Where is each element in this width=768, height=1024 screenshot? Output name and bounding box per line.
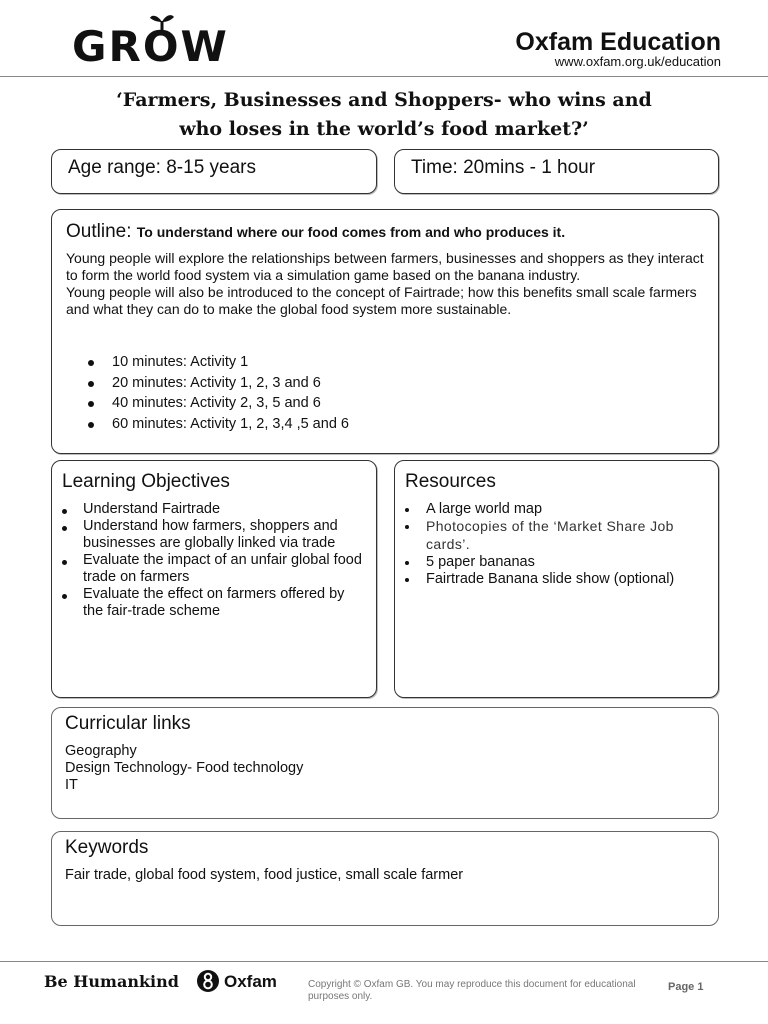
- objective-text: Evaluate the impact of an unfair global food trade on farmers: [83, 552, 362, 585]
- title-line-1: ‘Farmers, Businesses and Shoppers- who wins and: [116, 89, 652, 111]
- bullet-icon: [88, 401, 94, 407]
- resources-box: [394, 460, 719, 698]
- outline-box: [51, 209, 719, 454]
- timing-text: 20 minutes: Activity 1, 2, 3 and 6: [112, 374, 321, 391]
- list-item: [403, 518, 708, 554]
- bullet-icon: [405, 561, 409, 565]
- bullet-icon: [405, 578, 409, 582]
- org-name: Oxfam Education: [515, 28, 721, 56]
- outline-paragraph-1: Young people will explore the relationships between farmers, businesses and shoppers as they interact to form the world food system via a simulation game based on the banana industry.: [66, 250, 704, 283]
- bullet-icon: [88, 422, 94, 428]
- resource-text: A large world map: [426, 501, 543, 517]
- list-item: [88, 416, 349, 437]
- bullet-icon: [88, 360, 94, 366]
- keywords-heading: Keywords: [65, 837, 149, 858]
- resource-text: 5 paper bananas: [426, 554, 535, 570]
- copyright-notice: Copyright © Oxfam GB. You may reproduce this document for educational purposes only.: [308, 979, 636, 1002]
- outline-description: [66, 250, 706, 318]
- bullet-icon: [405, 525, 409, 529]
- sprout-icon: [148, 12, 176, 32]
- list-item: [60, 501, 365, 518]
- tagline: Be Humankind: [44, 972, 179, 991]
- keywords-box: [51, 831, 719, 926]
- age-range-box: [51, 149, 377, 194]
- time-text: Time: 20mins - 1 hour: [411, 157, 596, 178]
- header-divider: [0, 76, 768, 77]
- list-item: [88, 354, 349, 375]
- bullet-icon: [62, 594, 67, 599]
- bullet-icon: [62, 526, 67, 531]
- outline-paragraph-2: Young people will also be introduced to the concept of Fairtrade; how this benefits small scale farmers and what they can do to make the global food system more sustainable.: [66, 284, 697, 317]
- list-item: [403, 501, 708, 518]
- page-title: [40, 86, 728, 144]
- timing-text: 60 minutes: Activity 1, 2, 3,4 ,5 and 6: [112, 415, 349, 432]
- age-range-text: Age range: 8-15 years: [68, 157, 257, 178]
- objective-text: Evaluate the effect on farmers offered by the fair-trade scheme: [83, 586, 345, 619]
- resources-heading: Resources: [405, 471, 496, 492]
- learning-objectives-box: [51, 460, 377, 698]
- title-line-2: who loses in the world’s food market?’: [179, 118, 589, 140]
- list-item: IT: [65, 777, 78, 793]
- curricular-links-box: [51, 707, 719, 819]
- outline-subheading: To understand where our food comes from and who produces it.: [136, 224, 566, 240]
- list-item: [60, 552, 365, 586]
- time-box: [394, 149, 719, 194]
- objective-text: Understand how farmers, shoppers and businesses are globally linked via trade: [83, 518, 338, 551]
- bullet-icon: [88, 381, 94, 387]
- objective-text: Understand Fairtrade: [83, 501, 221, 517]
- bullet-icon: [62, 509, 67, 514]
- learning-objectives-heading: Learning Objectives: [62, 471, 230, 492]
- list-item: [403, 571, 708, 588]
- list-item: [88, 395, 349, 416]
- list-item: Geography: [65, 743, 137, 759]
- outline-heading-row: [66, 221, 565, 243]
- list-item: [403, 554, 708, 571]
- timing-text: 40 minutes: Activity 2, 3, 5 and 6: [112, 395, 321, 411]
- footer-divider: [0, 961, 768, 962]
- resource-text: Fairtrade Banana slide show (optional): [426, 571, 675, 587]
- resources-list: [403, 501, 708, 588]
- list-item: [60, 518, 365, 552]
- list-item: [88, 375, 349, 396]
- resource-text: Photocopies of the ‘Market Share Job cards’.: [426, 518, 674, 552]
- bullet-icon: [62, 560, 67, 565]
- oxfam-brand: Oxfam: [224, 972, 277, 991]
- oxfam-logo-icon: [196, 969, 220, 993]
- learning-objectives-list: [60, 501, 365, 620]
- grow-logo: GROW: [72, 22, 229, 71]
- timings-list: [88, 354, 349, 436]
- org-url: www.oxfam.org.uk/education: [554, 54, 721, 69]
- timing-text: 10 minutes: Activity 1: [112, 354, 249, 370]
- outline-heading: Outline:: [66, 221, 132, 242]
- page-number: Page 1: [668, 981, 704, 993]
- bullet-icon: [405, 508, 409, 512]
- list-item: [60, 586, 365, 620]
- keywords-text: Fair trade, global food system, food justice, small scale farmer: [65, 867, 464, 883]
- curricular-links-list: [65, 743, 303, 794]
- curricular-links-heading: Curricular links: [65, 713, 191, 734]
- list-item: Design Technology- Food technology: [65, 760, 304, 776]
